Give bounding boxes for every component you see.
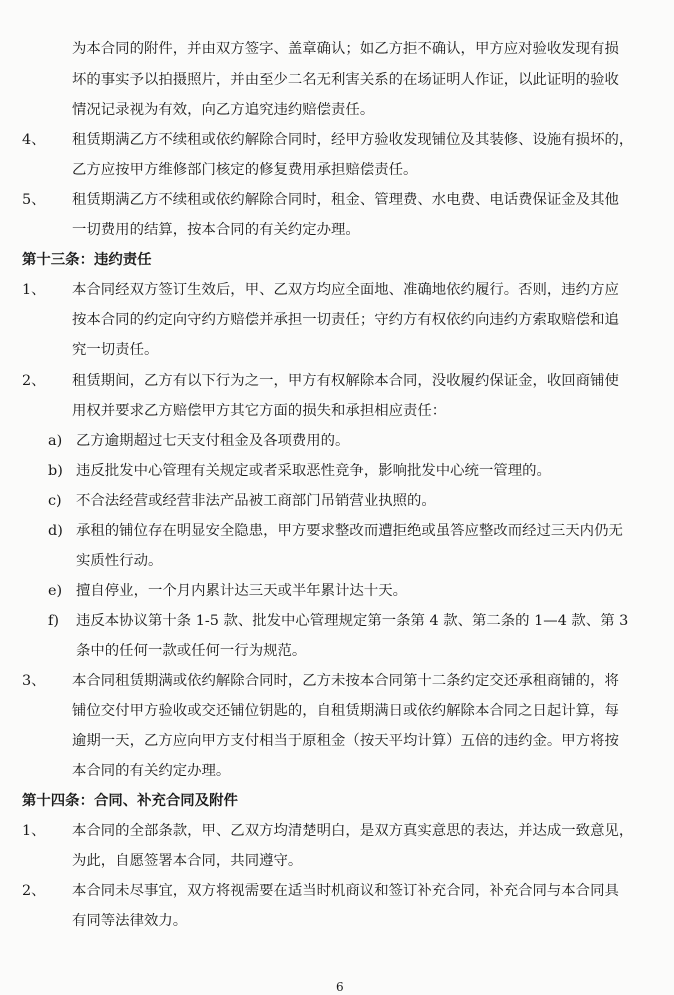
item-number: 4、	[22, 132, 46, 148]
item-line: 本合同未尽事宜，双方将视需要在适当时机商议和签订补充合同，补充合同与本合同具	[72, 883, 619, 899]
subitem-line: 实质性行动。	[76, 553, 163, 569]
item-line: 本合同的有关约定办理。	[72, 763, 231, 779]
subitem-line: 不合法经营或经营非法产品被工商部门吊销营业执照的。	[76, 493, 436, 509]
subitem-label: a)	[48, 433, 63, 449]
section-heading: 第十四条：合同、补充合同及附件	[22, 792, 238, 809]
subitem-label: c)	[48, 493, 62, 509]
intro-line: 为本合同的附件，并由双方签字、盖章确认；如乙方拒不确认，甲方应对验收发现有损	[72, 41, 619, 57]
subitem-label: e)	[48, 583, 63, 599]
subitem-line: 乙方逾期超过七天支付租金及各项费用的。	[76, 433, 350, 449]
subitem-line: 违反本协议第十条 1-5 款、批发中心管理规定第一条第 4 款、第二条的 1—4 款、第 3	[76, 613, 629, 629]
item-line: 按本合同的约定向守约方赔偿并承担一切责任；守约方有权依约向违约方索取赔偿和追	[72, 312, 619, 328]
item-number: 2、	[22, 883, 46, 899]
item-number: 1、	[22, 823, 46, 839]
subitem-label: f)	[48, 613, 59, 629]
item-number: 3、	[22, 673, 46, 689]
item-line: 租赁期满乙方不续租或依约解除合同时，经甲方验收发现铺位及其装修、设施有损坏的，	[72, 132, 634, 148]
item-line: 乙方应按甲方维修部门核定的修复费用承担赔偿责任。	[72, 162, 418, 178]
item-line: 铺位交付甲方验收或交还铺位钥匙的，自租赁期满日或依约解除本合同之日起计算，每	[72, 703, 619, 719]
page-number: 6	[336, 980, 344, 994]
item-line: 本合同经双方签订生效后，甲、乙双方均应全面地、准确地依约履行。否则，违约方应	[72, 282, 619, 298]
section-heading: 第十三条：违约责任	[22, 251, 152, 268]
subitem-line: 承租的铺位存在明显安全隐患，甲方要求整改而遭拒绝或虽答应整改而经过三天内仍无	[76, 523, 623, 539]
item-line: 用权并要求乙方赔偿甲方其它方面的损失和承担相应责任：	[72, 403, 447, 419]
intro-line: 情况记录视为有效，向乙方追究违约赔偿责任。	[72, 102, 375, 118]
item-line: 究一切责任。	[72, 342, 159, 358]
intro-line: 坏的事实予以拍摄照片，并由至少二名无利害关系的在场证明人作证，以此证明的验收	[72, 72, 619, 88]
subitem-label: b)	[48, 463, 63, 479]
item-line: 一切费用的结算，按本合同的有关约定办理。	[72, 222, 360, 238]
item-number: 1、	[22, 282, 46, 298]
subitem-line: 条中的任何一款或任何一行为规范。	[76, 643, 307, 659]
item-line: 租赁期间，乙方有以下行为之一，甲方有权解除本合同，没收履约保证金，收回商铺使	[72, 373, 619, 389]
item-number: 2、	[22, 373, 46, 389]
item-line: 本合同的全部条款，甲、乙双方均清楚明白，是双方真实意思的表达，并达成一致意见，	[72, 823, 634, 839]
item-line: 本合同租赁期满或依约解除合同时，乙方未按本合同第十二条约定交还承租商铺的，将	[72, 673, 619, 689]
item-line: 有同等法律效力。	[72, 913, 188, 929]
item-line: 逾期一天，乙方应向甲方支付相当于原租金（按天平均计算）五倍的违约金。甲方将按	[72, 733, 619, 749]
item-number: 5、	[22, 192, 46, 208]
item-line: 为此，自愿签署本合同，共同遵守。	[72, 853, 303, 869]
item-line: 租赁期满乙方不续租或依约解除合同时，租金、管理费、水电费、电话费保证金及其他	[72, 192, 619, 208]
subitem-line: 违反批发中心管理有关规定或者采取恶性竞争，影响批发中心统一管理的。	[76, 463, 551, 479]
subitem-label: d)	[48, 523, 63, 539]
subitem-line: 擅自停业，一个月内累计达三天或半年累计达十天。	[76, 583, 407, 599]
